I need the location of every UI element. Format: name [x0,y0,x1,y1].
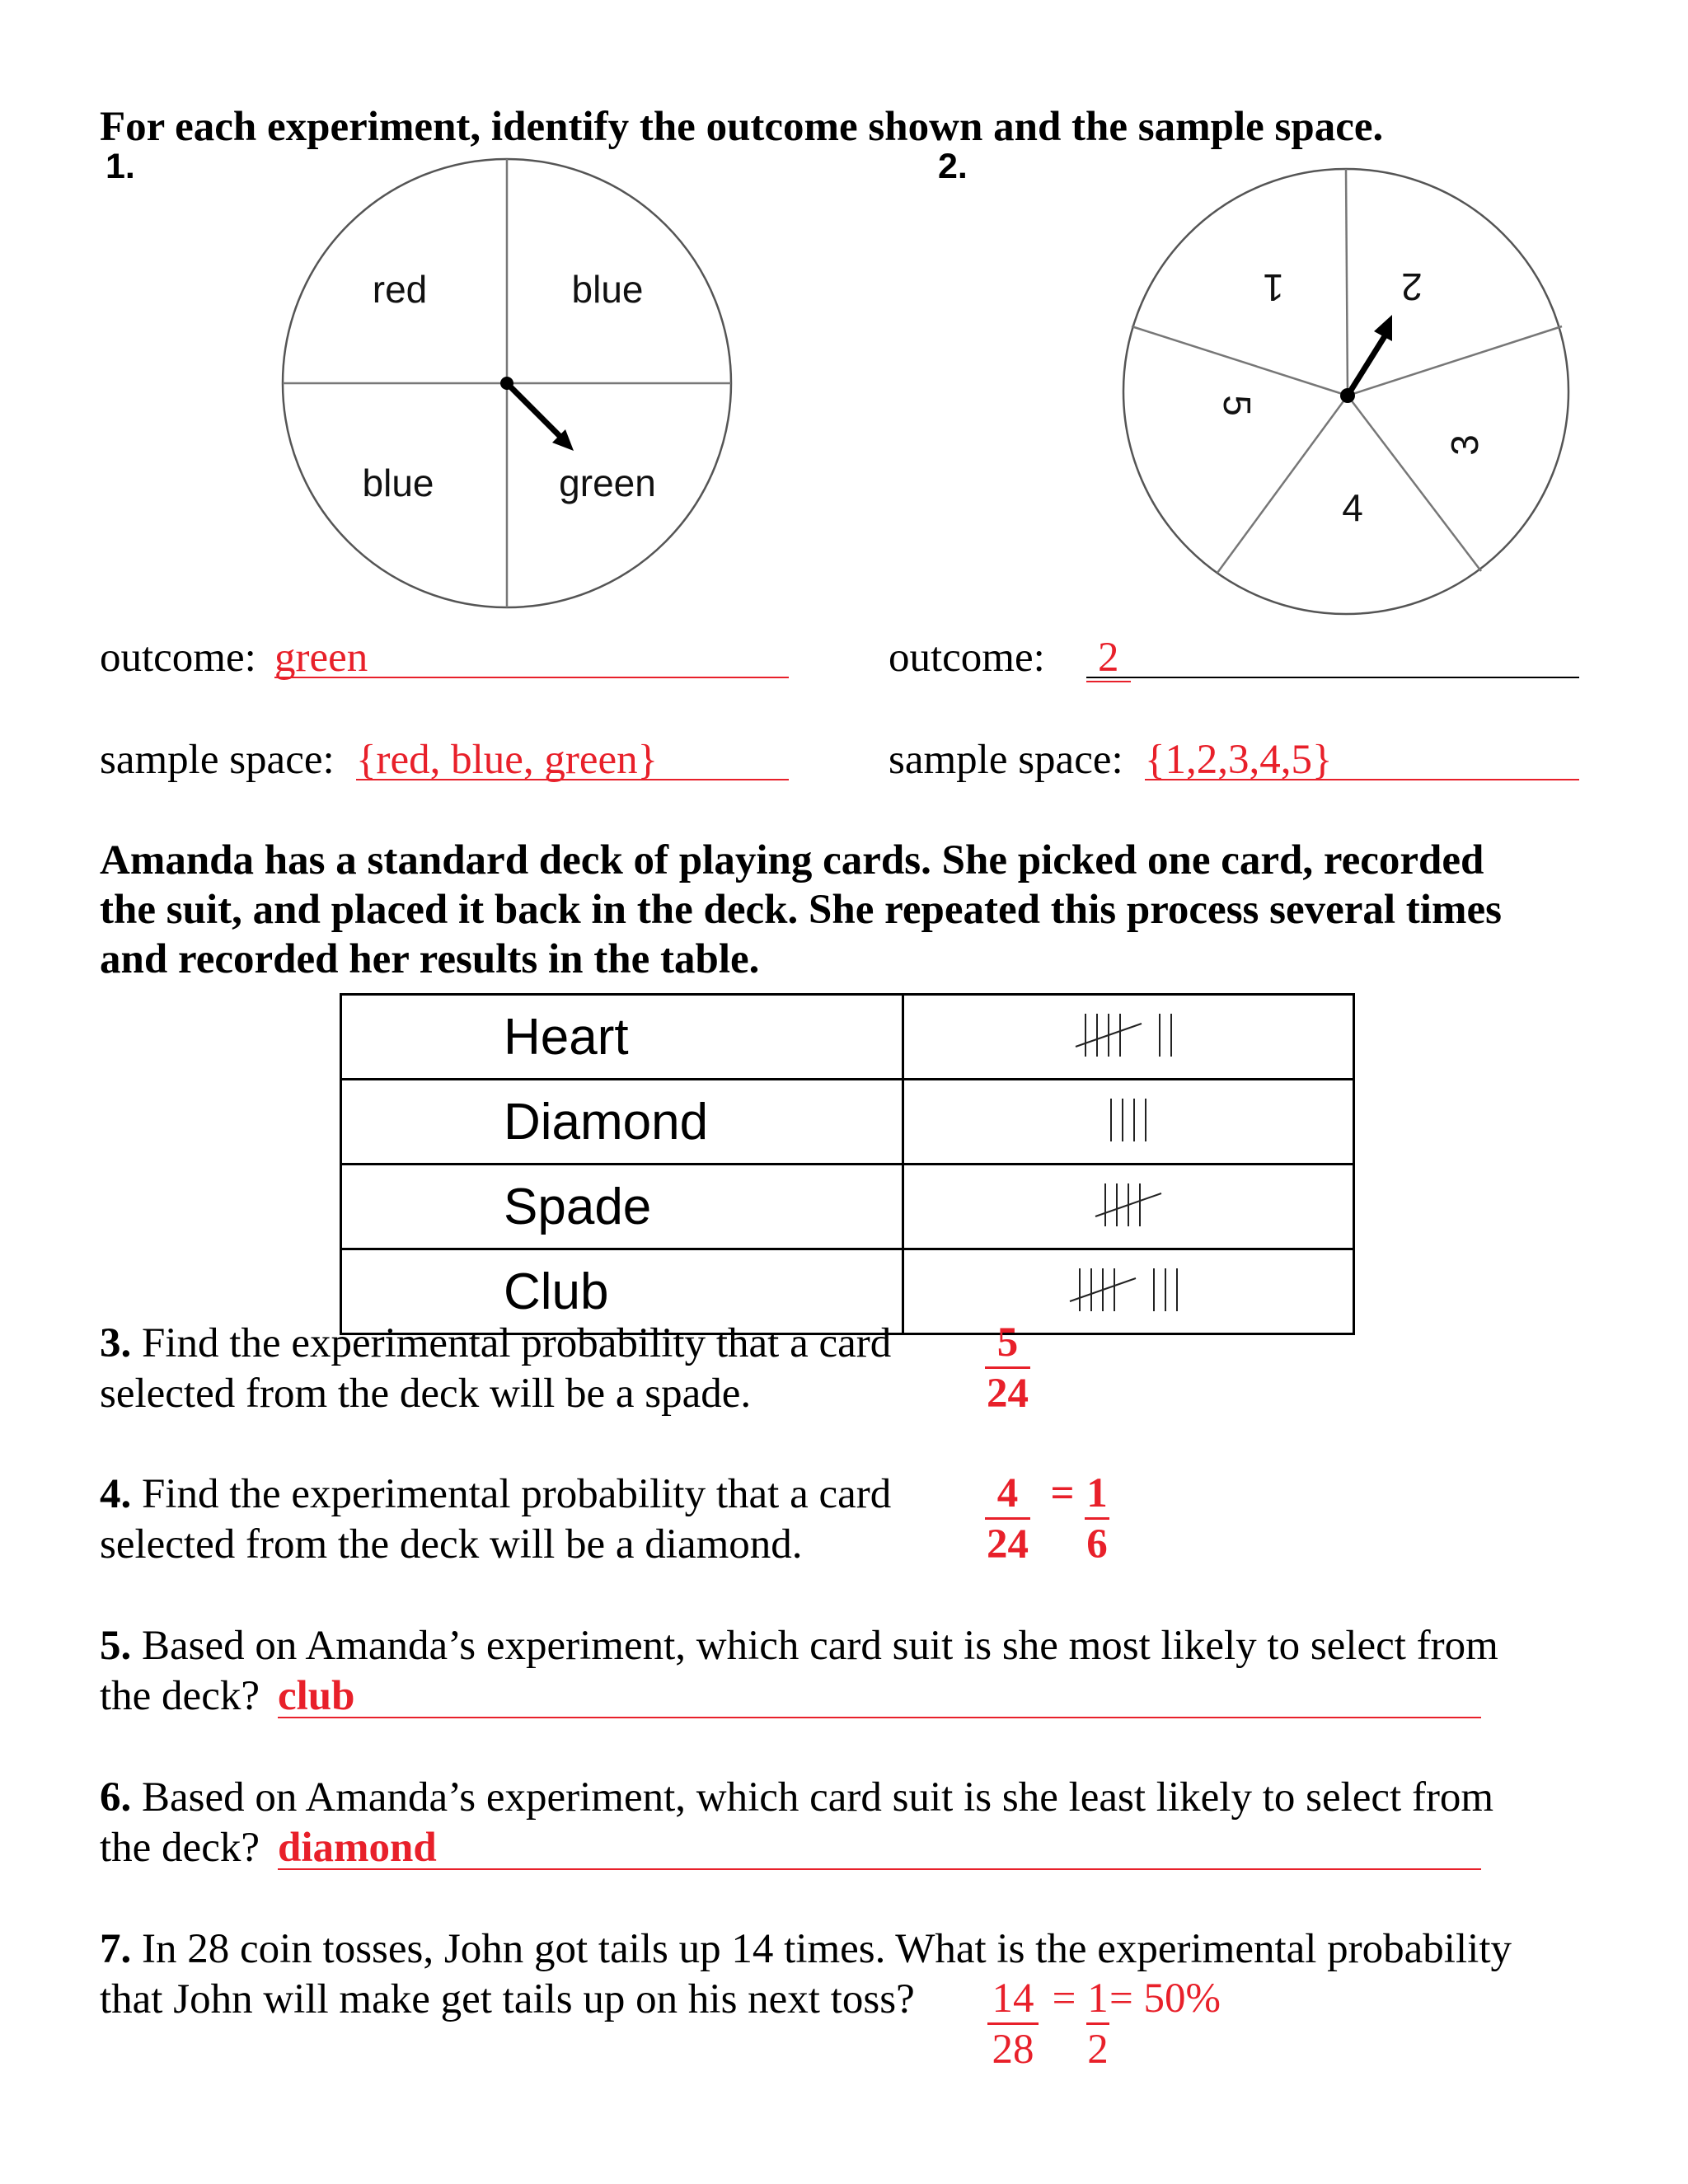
intro-line-3: and recorded her results in the table. [100,936,760,982]
q7-line-2: that John will make get tails up on his next toss? [100,1976,915,2022]
problem-2-outcome-value: 2 [1086,635,1131,682]
q5-line-2: the deck? [100,1673,260,1719]
suit-cell: Diamond [341,1080,903,1165]
suit-cell: Heart [341,995,903,1080]
suit-cell: Spade [341,1165,903,1249]
problem-1-sample-label: sample space: [100,737,335,783]
q7-percent: = 50% [1109,1975,1221,2022]
tally-cell [903,1080,1354,1165]
q5-line-1 [100,1621,1498,1671]
table-row [341,1080,1354,1165]
spinner-2-label-3: 3 [1443,434,1486,456]
instructions-heading: For each experiment, identify the outcome shown and the sample space. [100,104,1384,150]
q4-equals: = [1050,1470,1075,1516]
q7-numerator: 14 [987,1975,1039,2025]
q4-line-2: selected from the deck will be a diamond. [100,1521,803,1568]
problem-2-outcome-label: outcome: [889,635,1045,681]
tally-marks [904,1250,1353,1329]
q7-line-1 [100,1924,1512,1975]
tally-marks [904,1165,1353,1244]
problem-1-number: 1. [106,147,135,186]
problem-2-sample-label: sample space: [889,737,1123,783]
tally-cell [903,1165,1354,1249]
q3-number: 3. [100,1320,132,1366]
problem-2-sample-answer: {1,2,3,4,5} [1145,735,1579,780]
spinner-2 [1117,165,1578,618]
tally-cell [903,995,1354,1080]
q7-denominator: 28 [992,2027,1034,2073]
q3-numerator: 5 [985,1319,1030,1369]
q7-number: 7. [100,1926,132,1972]
tally-cell [903,1249,1354,1334]
spinner-2-label-4: 4 [1342,486,1363,529]
q6-text-1: Based on Amanda’s experiment, which card suit is she least likely to select from [142,1774,1494,1821]
tally-marks [904,1080,1353,1159]
spinner-1-label-green: green [559,462,656,504]
q6-answer: diamond [278,1823,1481,1870]
q4-numerator: 4 [985,1469,1030,1520]
q6-number: 6. [100,1774,132,1821]
q7-numerator-2: 1 [1086,1975,1109,2025]
tally-marks [904,996,1353,1074]
q7-text-1: In 28 coin tosses, John got tails up 14 times. What is the experimental probability [142,1926,1512,1972]
table-row [341,995,1354,1080]
problem-1-sample-answer: {red, blue, green} [356,735,789,780]
q4-denominator-2: 6 [1086,1521,1108,1568]
spinner-1-label-blue-top: blue [571,268,644,311]
q5-text-1: Based on Amanda’s experiment, which card suit is she most likely to select from [142,1623,1498,1669]
intro-line-1: Amanda has a standard deck of playing cards. She picked one card, recorded [100,837,1484,883]
q5-answer: club [278,1671,1481,1718]
intro-line-2: the suit, and placed it back in the deck. She repeated this process several times [100,887,1502,933]
q6-line-2: the deck? [100,1825,260,1871]
q3-text-1: Find the experimental probability that a card [142,1320,892,1366]
q4-number: 4. [100,1471,132,1517]
q4-denominator: 24 [987,1521,1029,1568]
spinner-1-label-red: red [372,268,428,311]
table-row [341,1165,1354,1249]
q4-text-1: Find the experimental probability that a card [142,1471,892,1517]
problem-1-outcome-label: outcome: [100,635,256,681]
suit-cell: Club [341,1249,903,1334]
problem-2-outcome-answer [1086,633,1579,681]
spinner-1-label-blue-bottom: blue [362,462,434,504]
problem-2-number: 2. [938,147,968,186]
q6-line-1 [100,1773,1493,1823]
q4-numerator-2: 1 [1085,1469,1109,1520]
problem-1-outcome-answer: green [274,633,789,678]
q7-equals-1: = [1052,1975,1076,2022]
spinner-2-label-5: 5 [1216,395,1259,416]
q4-line-1 [100,1469,891,1520]
q7-denominator-2: 2 [1087,2027,1109,2073]
spinner-2-label-2: 2 [1401,265,1423,308]
q3-line-2: selected from the deck will be a spade. [100,1371,752,1417]
q3-denominator: 24 [987,1371,1029,1417]
spinner-2-label-1: 1 [1263,266,1284,309]
q5-number: 5. [100,1623,132,1669]
q3-line-1 [100,1319,891,1369]
tally-table [340,993,1355,1335]
spinner-1 [272,157,742,618]
